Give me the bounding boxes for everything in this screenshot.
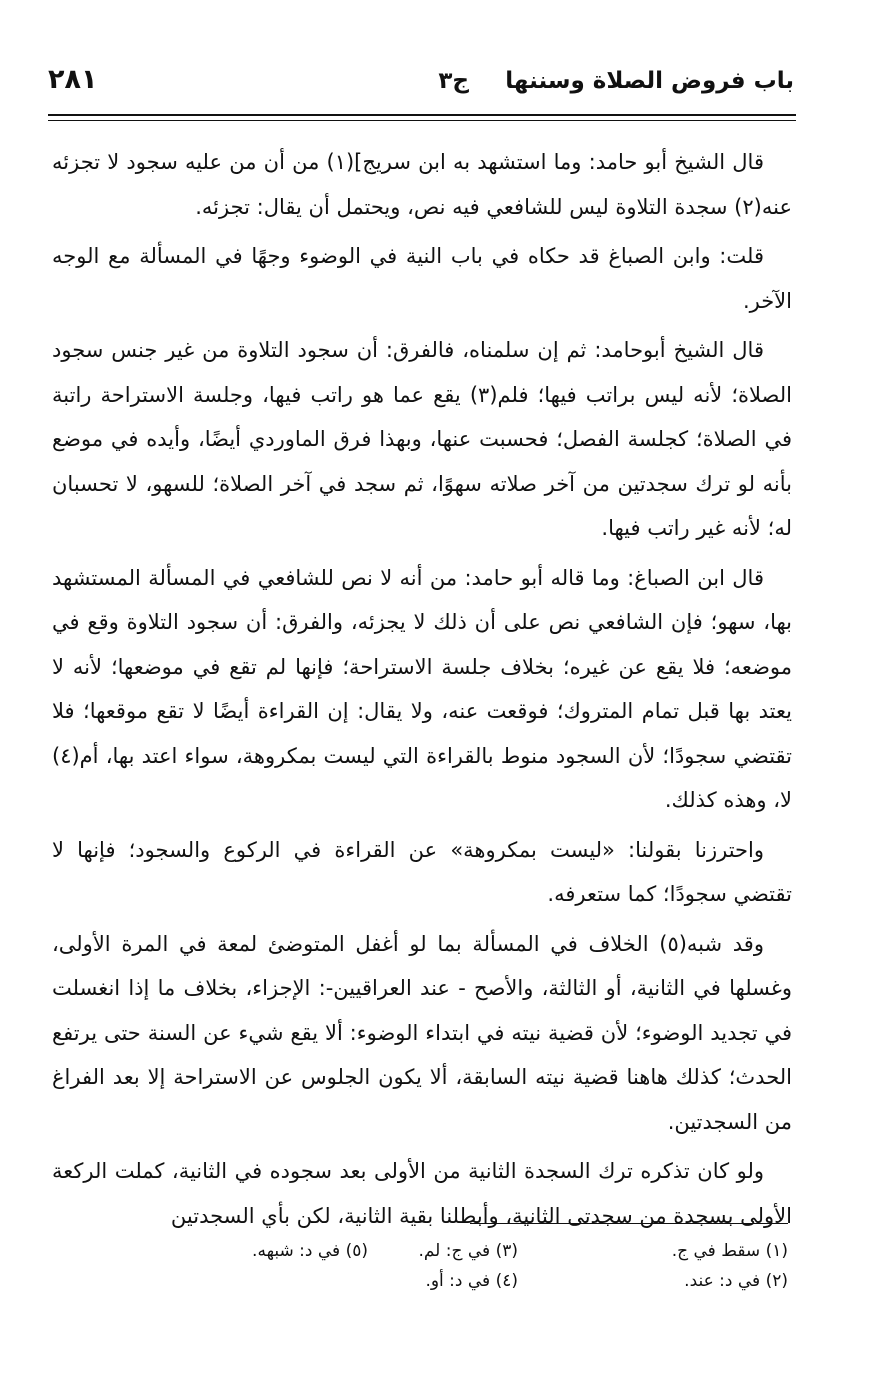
footnote: (٥) في د: شبهه. <box>252 1241 368 1261</box>
header-rule-thick <box>48 114 796 116</box>
paragraph: واحترزنا بقولنا: «ليست بمكروهة» عن القراءة في الركوع والسجود؛ فإنها لا تقتضي سجودًا؛ كما ستعرفه. <box>52 837 792 906</box>
paragraph: قلت: وابن الصباغ قد حكاه في باب النية في الوضوء وجهًا في المسألة مع الوجه الآخر. <box>52 244 792 313</box>
volume-label: ج٣ <box>438 68 469 94</box>
paragraph: قال ابن الصباغ: وما قاله أبو حامد: من أنه لا نص للشافعي في المسألة المستشهد بها، سهو؛ فإن الشافعي نص على أن ذلك لا يجزئه، والفرق: أن سجود التلاوة وقع في موضعه؛ فلا يقع عن غيره؛ بخلاف جلسة الاستراحة؛ فإنها لم تقع في موضعها؛ لأنه لا يعتد بها قبل تمام المتروك؛ فوقعت عنه، ولا يقال: إن القراءة أيضًا لا تقع موقعها؛ فلا تقتضي سجودًا؛ لأن السجود منوط بالقراءة التي ليست بمكروهة، سواء اعتد بها، أم(٤) لا، وهذه كذلك. <box>52 565 792 812</box>
page-header <box>48 58 794 108</box>
footnote: (٣) في ج: لم. <box>418 1241 518 1261</box>
chapter-title: باب فروض الصلاة وسننها <box>505 68 794 94</box>
paragraph: قال الشيخ أبوحامد: ثم إن سلمناه، فالفرق: أن سجود التلاوة من غير جنس سجود الصلاة؛ لأنه ليس براتب فيها؛ فلم(٣) يقع عما هو راتب فيها، وجلسة الاستراحة راتبة في الصلاة؛ كجلسة الفصل؛ فحسبت عنها، وبهذا فرق الماوردي أيضًا، وأيده في موضع بأنه لو ترك سجدتين من آخر صلاته سهوًا، ثم سجد في آخر الصلاة؛ للسهو، لا تحسبان له؛ لأنه غير راتب فيها. <box>52 338 792 540</box>
footnote-column <box>672 1236 788 1296</box>
footnote: (٤) في د: أو. <box>425 1271 518 1291</box>
header-rule-thin <box>48 120 796 121</box>
footnote-separator <box>470 1223 788 1224</box>
footnote: (١) سقط في ج. <box>671 1241 788 1261</box>
page-number: ٢٨١ <box>48 64 98 95</box>
paragraph: قال الشيخ أبو حامد: وما استشهد به ابن سريج](١) من أن من عليه سجود لا تجزئه عنه(٢) سجدة التلاوة ليس للشافعي فيه نص، ويحتمل أن يقال: تجزئه. <box>52 150 792 219</box>
paragraph: ولو كان تذكره ترك السجدة الثانية من الأولى بعد سجوده في الثانية، كملت الركعة الأولى بسجدة من سجدتى الثانية، وأبطلنا بقية الثانية، لكن بأي السجدتين <box>52 1159 792 1228</box>
main-text <box>52 140 792 1243</box>
footnote-column <box>252 1236 368 1266</box>
footnote: (٢) في د: عند. <box>684 1271 788 1291</box>
paragraph: وقد شبه(٥) الخلاف في المسألة بما لو أغفل المتوضئ لمعة في المرة الأولى، وغسلها في الثانية، أو الثالثة، والأصح - عند العراقيين-: الإجزاء، بخلاف ما إذا انغسلت في تجديد الوضوء؛ لأن قضية نيته في ابتداء الوضوء: ألا يقع شيء عن السنة حتى يرتفع الحدث؛ كذلك هاهنا قضية نيته السابقة، ألا يكون الجلوس عن الاستراحة إلا بعد الفراغ من السجدتين. <box>52 931 792 1134</box>
footnote-column <box>418 1236 518 1296</box>
